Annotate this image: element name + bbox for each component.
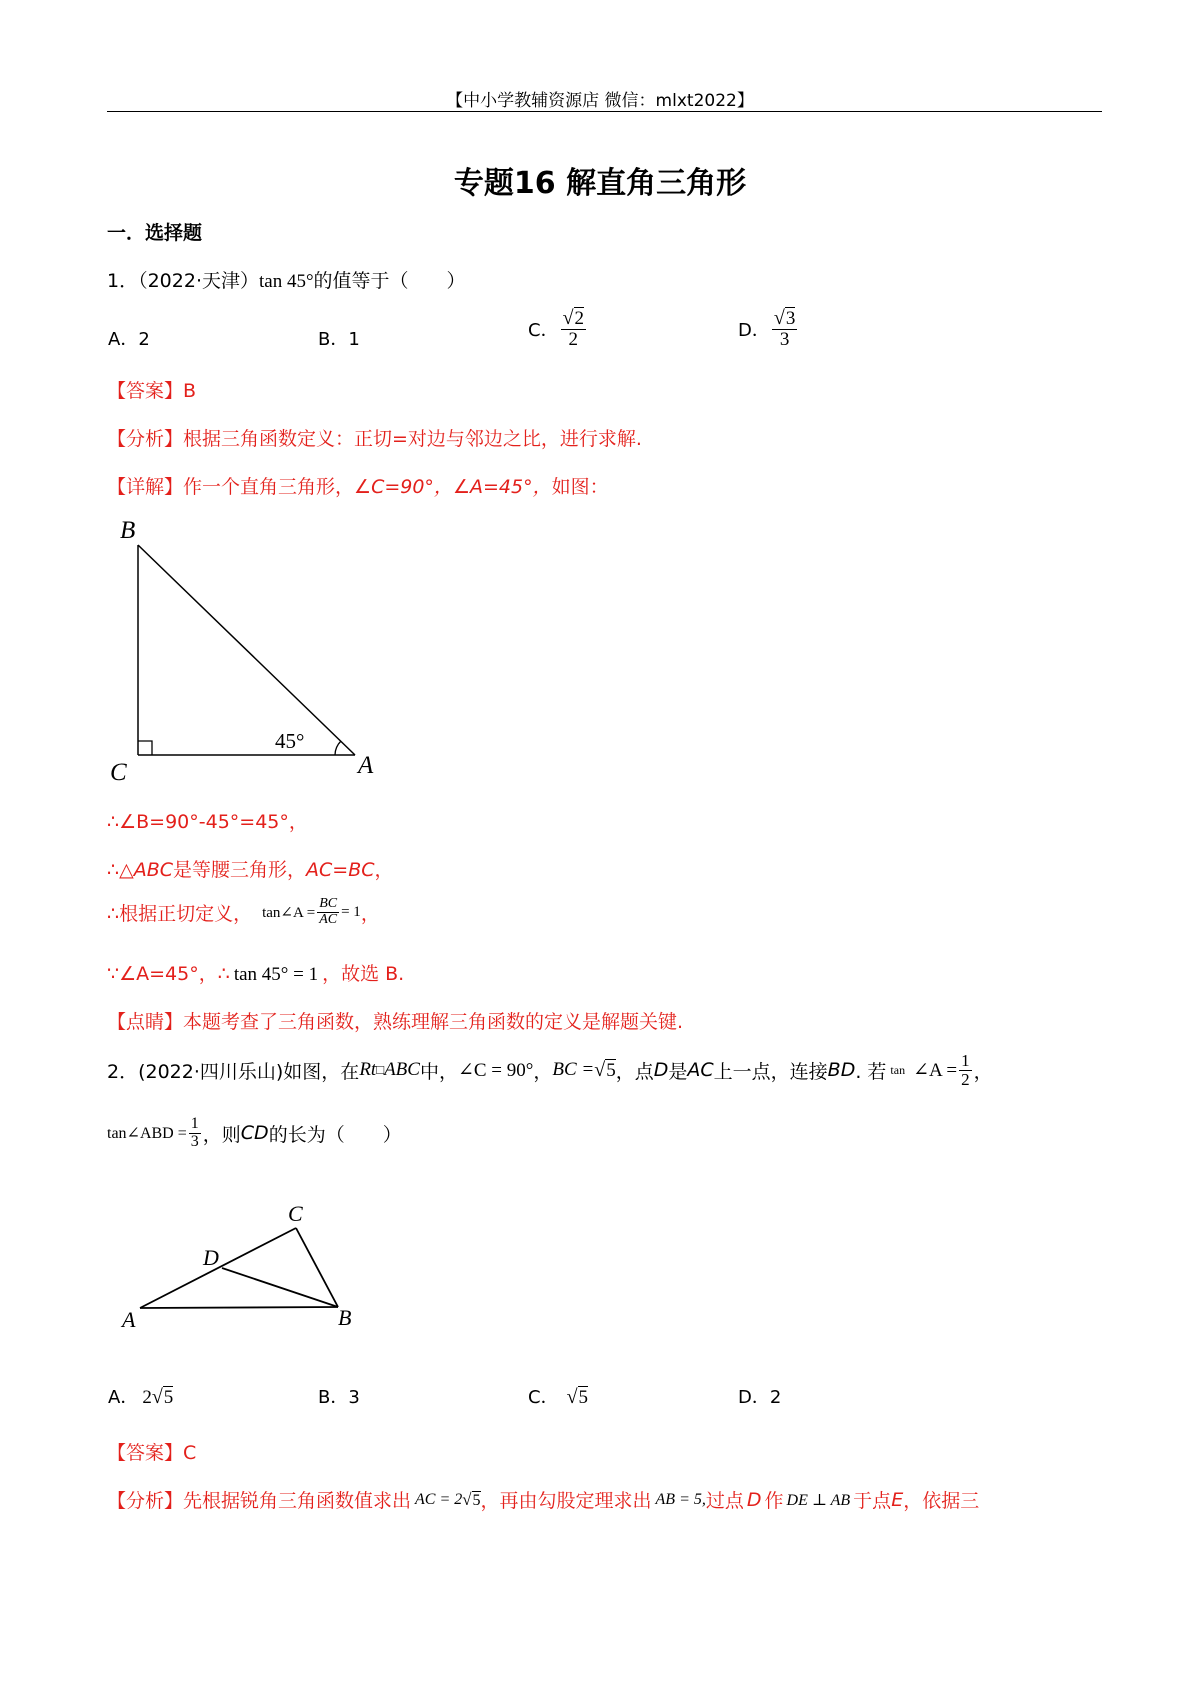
q1-label-a: A [358,752,374,779]
q1-analysis: 【分析】根据三角函数定义：正切=对边与邻边之比，进行求解. [107,428,642,450]
q2-analysis: 【分析】 先根据锐角三角函数值求出 AC = 2 √5 ，再由勾股定理求出 AB = 5, 过点 D 作 DE ⊥ AB 于点 E ，依据三 [107,1488,980,1512]
section-heading: 一．选择题 [107,222,203,244]
q2-stem-line-1: 2．(2022·四川乐山)如图，在 Rt □ ABC 中， ∠C = 90° ， BC = √5 ，点 D 是 AC 上一点，连接 BD . 若 tan ∠A = $\frac{1}{2}$ ， [107,1051,993,1089]
q1-answer: 【答案】B [107,380,197,402]
q1-option-c-fraction: $\frac{√2}{2}$ [562,307,585,350]
q2-side-ab [140,1307,338,1308]
q1-triangle-figure [100,505,400,785]
q1-step-2: ∴△ABC是等腰三角形，AC=BC， [107,859,394,881]
q1-option-c[interactable]: C． $\frac{√2}{2}$ [528,307,585,350]
header-rule [107,111,1102,112]
q2-option-d[interactable]: D．2 [738,1387,782,1408]
q2-sqrt-5: √5 [594,1058,616,1081]
q2-third-fraction: $\frac{1}{3}$ [190,1115,199,1150]
q2-option-a[interactable]: A． 2√5 [108,1386,174,1408]
q1-step-4: ∵∠A=45°，∴ tan 45° = 1 ，故选 B. [107,963,405,985]
q1-step-3-fraction: $\frac{BC}{AC}$ [319,896,338,927]
q1-option-d[interactable]: D． $\frac{√3}{3}$ [738,307,796,350]
q2-label-b: B [338,1305,352,1330]
q2-label-a: A [122,1307,136,1332]
q2-stem-line-2: tan∠ABD = $\frac{1}{3}$ ，则 CD 的长为（ ） [107,1115,402,1150]
q1-detail: 【详解】作一个直角三角形，∠C=90°，∠A=45°，如图： [107,476,609,498]
page-header: 【中小学教辅资源店 微信：mlxt2022】 [446,91,754,111]
q1-label-c: C [110,759,127,785]
q2-label-c: C [288,1201,303,1226]
q1-angle-arc [335,741,341,755]
q1-step-1: ∴∠B=90°-45°=45°， [107,811,308,833]
q1-label-b: B [120,517,136,544]
q2-answer: 【答案】C [107,1442,197,1464]
q2-option-b[interactable]: B．3 [318,1387,360,1408]
q1-option-b[interactable]: B．1 [318,329,360,350]
q2-option-c[interactable]: C． √5 [528,1386,589,1408]
q1-side-ab [138,545,355,755]
q1-right-angle-mark [138,741,152,755]
q2-half-fraction: $\frac{1}{2}$ [961,1051,970,1089]
q2-triangle-figure [110,1195,370,1335]
q1-step-3: ∴根据正切定义， tan∠A = $\frac{BC}{AC}$ = 1 ， [107,896,380,927]
q1-stem: 1．（2022·天津）tan 45°的值等于（ ） [107,270,466,292]
page-title: 专题16 解直角三角形 [453,166,747,201]
q1-label-angle: 45° [275,729,305,753]
q1-comment: 【点睛】本题考查了三角函数，熟练理解三角函数的定义是解题关键. [107,1011,684,1033]
q1-option-a[interactable]: A．2 [108,329,150,350]
q1-option-d-fraction: $\frac{√3}{3}$ [773,307,796,350]
q2-label-d: D [203,1245,219,1270]
